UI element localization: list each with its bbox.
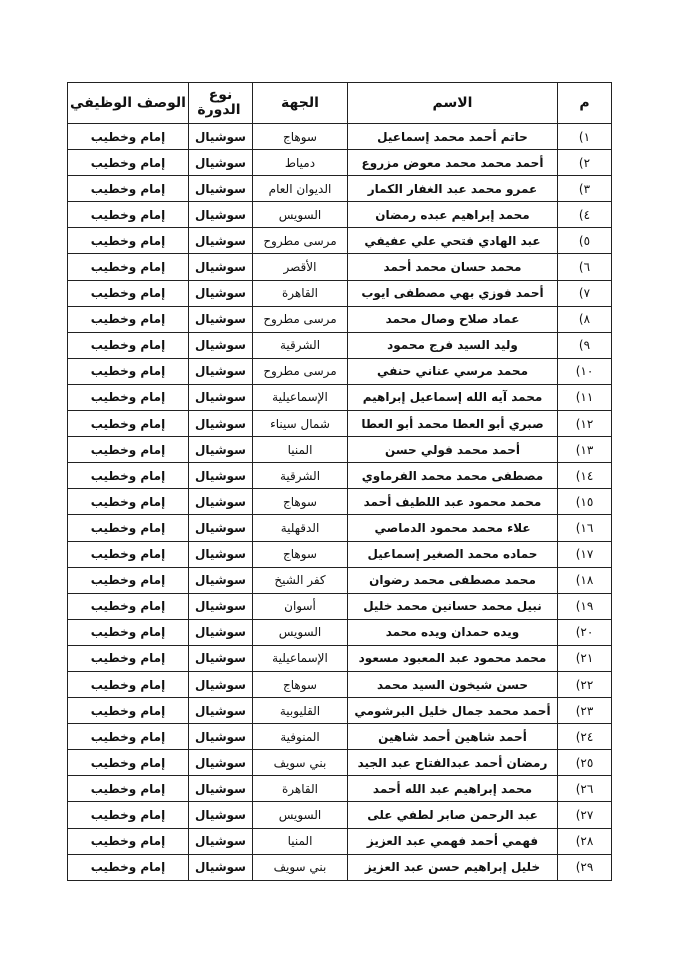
table-row (68, 645, 612, 671)
row-number: ١٣) (558, 437, 612, 463)
table-row (68, 593, 612, 619)
row-number: ٢) (558, 150, 612, 176)
job-description: إمام وخطيب (68, 254, 189, 280)
participant-name: ويده حمدان ويده محمد (348, 619, 558, 645)
organization: السويس (253, 802, 348, 828)
organization: المنوفية (253, 724, 348, 750)
job-description: إمام وخطيب (68, 358, 189, 384)
organization: الشرقية (253, 332, 348, 358)
job-description: إمام وخطيب (68, 619, 189, 645)
table-row (68, 698, 612, 724)
organization: مرسى مطروح (253, 358, 348, 384)
table-row (68, 854, 612, 880)
participant-name: محمد إبراهيم عبده رمضان (348, 202, 558, 228)
header-org: الجهة (253, 83, 348, 124)
row-number: ١١) (558, 384, 612, 410)
table-row (68, 150, 612, 176)
participant-name: محمد محمود عبد المعبود مسعود (348, 645, 558, 671)
row-number: ١٥) (558, 489, 612, 515)
table-row (68, 176, 612, 202)
table-row (68, 254, 612, 280)
course-type: سوشيال (189, 306, 253, 332)
job-description: إمام وخطيب (68, 228, 189, 254)
row-number: ٩) (558, 332, 612, 358)
row-number: ٢٨) (558, 828, 612, 854)
row-number: ١) (558, 124, 612, 150)
row-number: ١٨) (558, 567, 612, 593)
job-description: إمام وخطيب (68, 567, 189, 593)
participant-name: أحمد شاهين أحمد شاهين (348, 724, 558, 750)
participant-name: فهمي أحمد فهمي عبد العزيز (348, 828, 558, 854)
course-type: سوشيال (189, 358, 253, 384)
course-type: سوشيال (189, 411, 253, 437)
participant-name: علاء محمد محمود الدماصي (348, 515, 558, 541)
table-row (68, 228, 612, 254)
table-row (68, 567, 612, 593)
participant-name: محمد آيه الله إسماعيل إبراهيم (348, 384, 558, 410)
table-header (68, 83, 612, 124)
organization: الدقهلية (253, 515, 348, 541)
job-description: إمام وخطيب (68, 593, 189, 619)
job-description: إمام وخطيب (68, 463, 189, 489)
job-description: إمام وخطيب (68, 671, 189, 697)
organization: السويس (253, 202, 348, 228)
course-type: سوشيال (189, 776, 253, 802)
table-row (68, 828, 612, 854)
organization: الشرقية (253, 463, 348, 489)
table-row (68, 384, 612, 410)
course-type: سوشيال (189, 515, 253, 541)
job-description: إمام وخطيب (68, 802, 189, 828)
table-row (68, 306, 612, 332)
job-description: إمام وخطيب (68, 437, 189, 463)
row-number: ١٠) (558, 358, 612, 384)
course-type: سوشيال (189, 724, 253, 750)
participant-name: محمد حسان محمد أحمد (348, 254, 558, 280)
table-row (68, 280, 612, 306)
job-description: إمام وخطيب (68, 750, 189, 776)
header-num: م (558, 83, 612, 124)
organization: مرسى مطروح (253, 306, 348, 332)
organization: القاهرة (253, 776, 348, 802)
row-number: ٤) (558, 202, 612, 228)
job-description: إمام وخطيب (68, 698, 189, 724)
organization: دمياط (253, 150, 348, 176)
course-type: سوشيال (189, 489, 253, 515)
course-type: سوشيال (189, 332, 253, 358)
row-number: ٣) (558, 176, 612, 202)
row-number: ١٩) (558, 593, 612, 619)
row-number: ٢٩) (558, 854, 612, 880)
job-description: إمام وخطيب (68, 515, 189, 541)
organization: السويس (253, 619, 348, 645)
course-type: سوشيال (189, 802, 253, 828)
table-row (68, 515, 612, 541)
course-type: سوشيال (189, 541, 253, 567)
course-type: سوشيال (189, 619, 253, 645)
participant-name: أحمد محمد جمال خليل البرشومي (348, 698, 558, 724)
job-description: إمام وخطيب (68, 176, 189, 202)
row-number: ٢١) (558, 645, 612, 671)
course-type: سوشيال (189, 463, 253, 489)
participant-name: نبيل محمد حسانين محمد خليل (348, 593, 558, 619)
job-description: إمام وخطيب (68, 202, 189, 228)
participant-name: عمرو محمد عبد الغفار الكمار (348, 176, 558, 202)
participant-name: عبد الرحمن صابر لطفي على (348, 802, 558, 828)
header-job: الوصف الوظيفي (68, 83, 189, 124)
row-number: ٧) (558, 280, 612, 306)
table-row (68, 671, 612, 697)
organization: مرسى مطروح (253, 228, 348, 254)
participant-name: خليل إبراهيم حسن عبد العزيز (348, 854, 558, 880)
table-row (68, 619, 612, 645)
course-type: سوشيال (189, 828, 253, 854)
course-type: سوشيال (189, 671, 253, 697)
organization: سوهاج (253, 124, 348, 150)
course-type: سوشيال (189, 228, 253, 254)
course-type: سوشيال (189, 384, 253, 410)
job-description: إمام وخطيب (68, 332, 189, 358)
organization: سوهاج (253, 541, 348, 567)
row-number: ٨) (558, 306, 612, 332)
job-description: إمام وخطيب (68, 776, 189, 802)
participant-name: أحمد محمد فولي حسن (348, 437, 558, 463)
table-row (68, 802, 612, 828)
participant-name: حسن شيخون السيد محمد (348, 671, 558, 697)
course-type: سوشيال (189, 176, 253, 202)
organization: أسوان (253, 593, 348, 619)
table-body (68, 124, 612, 881)
course-type: سوشيال (189, 750, 253, 776)
row-number: ٢٤) (558, 724, 612, 750)
row-number: ٢٦) (558, 776, 612, 802)
table-row (68, 124, 612, 150)
participant-name: وليد السيد فرج محمود (348, 332, 558, 358)
job-description: إمام وخطيب (68, 124, 189, 150)
organization: سوهاج (253, 489, 348, 515)
organization: الأقصر (253, 254, 348, 280)
job-description: إمام وخطيب (68, 411, 189, 437)
row-number: ٢٣) (558, 698, 612, 724)
organization: بني سويف (253, 854, 348, 880)
job-description: إمام وخطيب (68, 280, 189, 306)
participant-name: عبد الهادي فتحي علي عفيفي (348, 228, 558, 254)
course-type: سوشيال (189, 854, 253, 880)
organization: شمال سيناء (253, 411, 348, 437)
row-number: ٢٢) (558, 671, 612, 697)
row-number: ١٢) (558, 411, 612, 437)
course-type: سوشيال (189, 437, 253, 463)
organization: القليوبية (253, 698, 348, 724)
table-row (68, 202, 612, 228)
job-description: إمام وخطيب (68, 541, 189, 567)
row-number: ٢٠) (558, 619, 612, 645)
participant-name: محمد محمود عبد اللطيف أحمد (348, 489, 558, 515)
participant-name: عماد صلاح وصال محمد (348, 306, 558, 332)
course-type: سوشيال (189, 593, 253, 619)
job-description: إمام وخطيب (68, 724, 189, 750)
job-description: إمام وخطيب (68, 150, 189, 176)
row-number: ١٦) (558, 515, 612, 541)
row-number: ٢٥) (558, 750, 612, 776)
table-row (68, 358, 612, 384)
job-description: إمام وخطيب (68, 828, 189, 854)
course-type: سوشيال (189, 150, 253, 176)
participants-table (67, 82, 612, 881)
table-row (68, 776, 612, 802)
row-number: ٦) (558, 254, 612, 280)
organization: بني سويف (253, 750, 348, 776)
table-row (68, 724, 612, 750)
participant-name: مصطفى محمد محمد الفرماوي (348, 463, 558, 489)
course-type: سوشيال (189, 124, 253, 150)
course-type: سوشيال (189, 254, 253, 280)
job-description: إمام وخطيب (68, 306, 189, 332)
row-number: ٢٧) (558, 802, 612, 828)
job-description: إمام وخطيب (68, 384, 189, 410)
organization: الإسماعيلية (253, 384, 348, 410)
row-number: ٥) (558, 228, 612, 254)
participant-name: رمضان أحمد عبدالفتاح عبد الجيد (348, 750, 558, 776)
organization: القاهرة (253, 280, 348, 306)
participant-name: محمد إبراهيم عبد الله أحمد (348, 776, 558, 802)
course-type: سوشيال (189, 567, 253, 593)
participant-name: محمد مرسي عناني حنفي (348, 358, 558, 384)
participant-name: حاتم أحمد محمد إسماعيل (348, 124, 558, 150)
organization: سوهاج (253, 671, 348, 697)
participant-name: أحمد فوزي بهي مصطفى ايوب (348, 280, 558, 306)
course-type: سوشيال (189, 645, 253, 671)
organization: الإسماعيلية (253, 645, 348, 671)
table-row (68, 437, 612, 463)
table-row (68, 411, 612, 437)
table-row (68, 750, 612, 776)
participant-name: محمد مصطفى محمد رضوان (348, 567, 558, 593)
table-row (68, 463, 612, 489)
job-description: إمام وخطيب (68, 489, 189, 515)
row-number: ١٤) (558, 463, 612, 489)
row-number: ١٧) (558, 541, 612, 567)
participant-name: صبري أبو العطا محمد أبو العطا (348, 411, 558, 437)
table-row (68, 489, 612, 515)
course-type: سوشيال (189, 698, 253, 724)
participant-name: حماده محمد الصغير إسماعيل (348, 541, 558, 567)
organization: كفر الشيخ (253, 567, 348, 593)
job-description: إمام وخطيب (68, 645, 189, 671)
organization: الديوان العام (253, 176, 348, 202)
table-row (68, 332, 612, 358)
participant-name: أحمد محمد محمد معوض مزروع (348, 150, 558, 176)
header-course-type-label: نوع الدورة (197, 87, 241, 118)
header-name: الاسم (348, 83, 558, 124)
job-description: إمام وخطيب (68, 854, 189, 880)
header-course-type (189, 83, 253, 124)
organization: المنيا (253, 437, 348, 463)
course-type: سوشيال (189, 202, 253, 228)
table-row (68, 541, 612, 567)
course-type: سوشيال (189, 280, 253, 306)
organization: المنيا (253, 828, 348, 854)
